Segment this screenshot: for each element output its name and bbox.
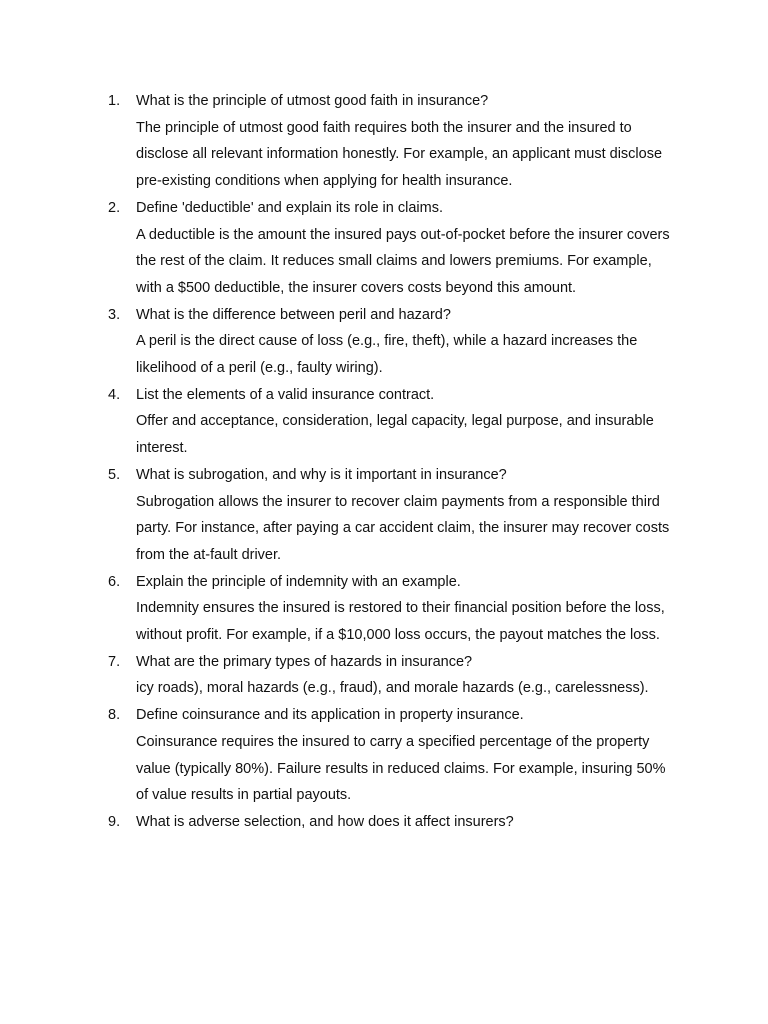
question-text: What is the difference between peril and hazard? [136, 306, 451, 323]
question-text: What is adverse selection, and how does it affect insurers? [136, 813, 514, 830]
qa-list [108, 88, 708, 836]
question-text: List the elements of a valid insurance contract. [136, 386, 435, 403]
item-number: 6. [108, 573, 121, 590]
qa-item-2 [108, 195, 708, 302]
item-number: 3. [108, 306, 121, 323]
qa-item-4 [108, 382, 708, 462]
qa-item-8 [108, 702, 708, 809]
item-number: 2. [108, 199, 121, 216]
answer-text: Subrogation allows the insurer to recover claim payments from a responsible third party. For instance, after paying a car accident claim, the insurer may recover costs from the at-fault driver. [136, 493, 670, 563]
qa-item-5 [108, 462, 708, 569]
item-number: 1. [108, 93, 121, 109]
answer-text: Coinsurance requires the insured to carry a specified percentage of the property value (typically 80%). Failure results in reduced claims. For example, insuring 50% of value results in partial payouts. [136, 733, 666, 804]
answer-text: icy roads), moral hazards (e.g., fraud), and morale hazards (e.g., carelessness). [136, 680, 649, 697]
qa-item-1 [108, 88, 708, 195]
item-number: 7. [108, 653, 121, 670]
answer-text: Offer and acceptance, consideration, legal capacity, legal purpose, and insurable interest. [136, 413, 654, 457]
answer-text: The principle of utmost good faith requires both the insurer and the insured to disclose all relevant information honestly. For example, an applicant must disclose pre-existing conditions when applying for health insurance. [136, 119, 663, 190]
question-text: What are the primary types of hazards in insurance? [136, 653, 473, 670]
question-text: Define coinsurance and its application in property insurance. [136, 707, 524, 724]
qa-item-9 [108, 809, 708, 836]
question-text: What is the principle of utmost good faith in insurance? [136, 93, 489, 109]
question-text: Explain the principle of indemnity with an example. [136, 573, 461, 590]
answer-text: A peril is the direct cause of loss (e.g., fire, theft), while a hazard increases the likelihood of a peril (e.g., faulty wiring). [136, 333, 638, 377]
item-number: 8. [108, 707, 121, 724]
answer-text: A deductible is the amount the insured pays out-of-pocket before the insurer covers the rest of the claim. It reduces small claims and lowers premiums. For example, with a $500 deductible, the insurer covers costs beyond this amount. [136, 226, 670, 296]
item-number: 9. [108, 813, 121, 830]
item-number: 4. [108, 386, 121, 403]
qa-item-3 [108, 302, 708, 382]
qa-item-7 [108, 649, 708, 702]
answer-text: Indemnity ensures the insured is restored to their financial position before the loss, without profit. For example, if a $10,000 loss occurs, the payout matches the loss. [136, 600, 665, 644]
question-text: Define 'deductible' and explain its role in claims. [136, 199, 443, 216]
item-number: 5. [108, 466, 121, 483]
qa-item-6 [108, 569, 708, 649]
question-text: What is subrogation, and why is it important in insurance? [136, 466, 507, 483]
